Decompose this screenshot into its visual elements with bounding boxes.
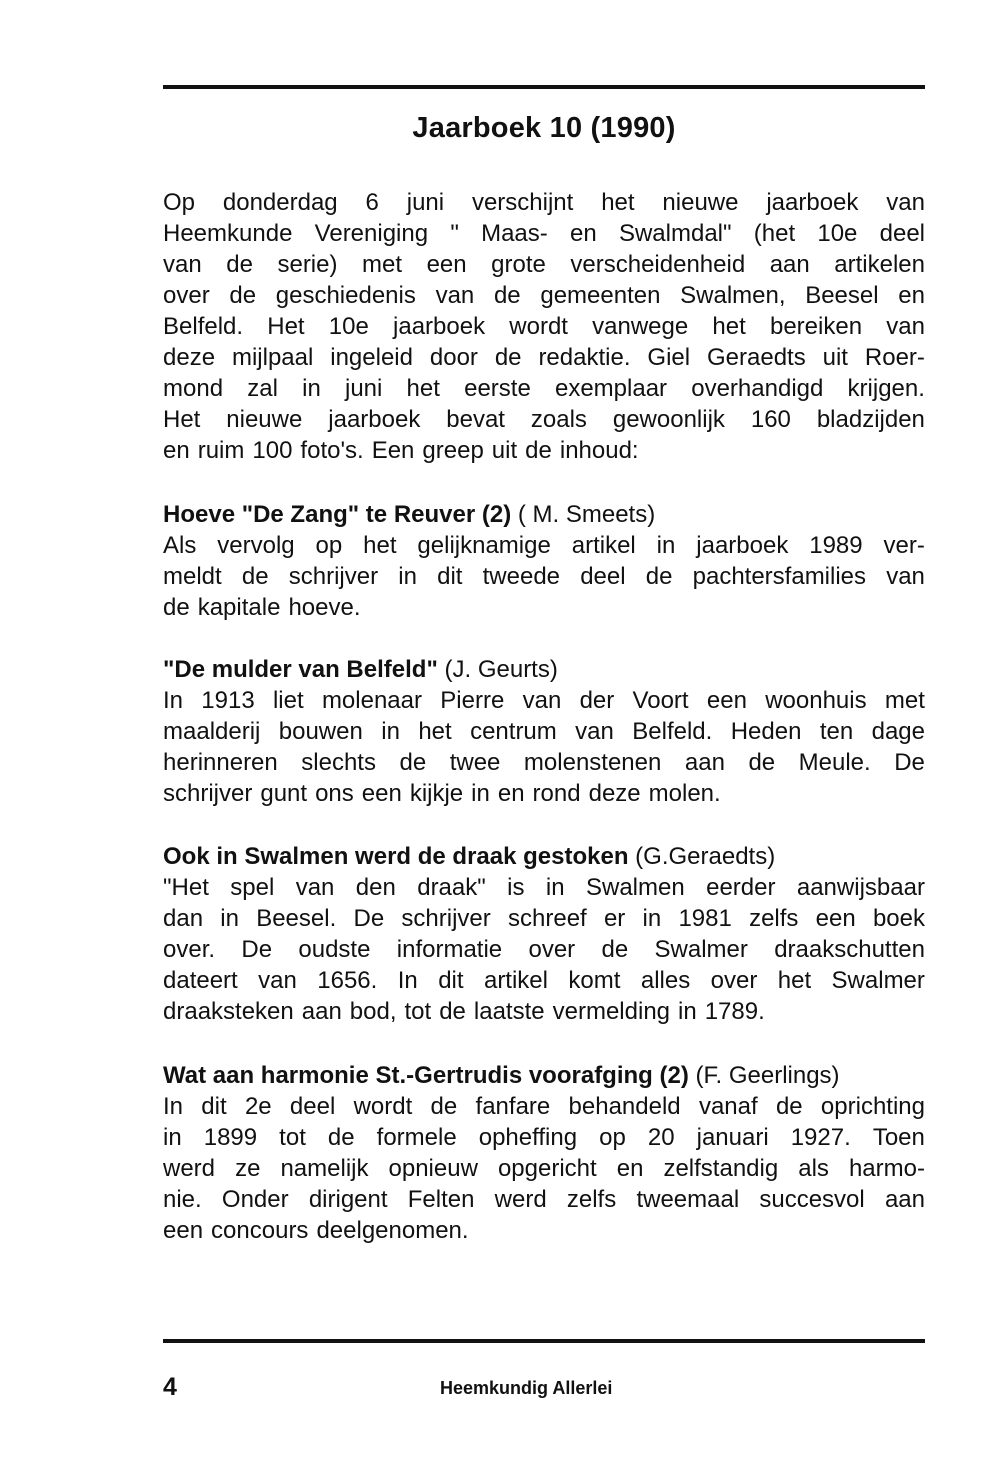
- word: over: [710, 967, 758, 994]
- word: een: [815, 905, 856, 932]
- word: (het: [753, 220, 796, 247]
- word: hoeve.: [288, 594, 361, 621]
- word: op: [315, 532, 343, 559]
- word: oprichting: [820, 1093, 925, 1120]
- word: Belfeld.: [163, 313, 244, 340]
- word: spel: [230, 874, 275, 901]
- text-line: [163, 1184, 925, 1215]
- word: Swalmdal": [618, 220, 732, 247]
- word: Heemkunde: [163, 220, 293, 247]
- word: molenstenen: [523, 749, 662, 776]
- word: dan: [163, 905, 204, 932]
- word: de: [645, 563, 673, 590]
- word: nie.: [163, 1186, 202, 1213]
- text-line: [163, 1091, 925, 1122]
- word: in: [642, 905, 662, 932]
- word: meldt: [163, 563, 222, 590]
- word: bod,: [349, 998, 397, 1025]
- word: Meule.: [798, 749, 871, 776]
- word: harmo-: [848, 1155, 925, 1182]
- text-line: [163, 903, 925, 934]
- word: wordt: [509, 313, 568, 340]
- word: uit: [822, 344, 848, 371]
- word: tot: [279, 1124, 306, 1151]
- word: der: [579, 687, 615, 714]
- word: wordt: [353, 1093, 413, 1120]
- word: herinneren: [163, 749, 278, 776]
- word: Onder: [221, 1186, 289, 1213]
- text-line: [163, 934, 925, 965]
- word: Swalmen: [585, 874, 685, 901]
- word: door: [429, 344, 478, 371]
- word: behandeld: [568, 1093, 681, 1120]
- word: nieuwe: [226, 406, 303, 433]
- word: Swalmer: [831, 967, 925, 994]
- word: vanaf: [698, 1093, 758, 1120]
- word: bereiken: [769, 313, 863, 340]
- word: krijgen.: [847, 375, 925, 402]
- word: in: [678, 998, 697, 1025]
- word: redaktie.: [538, 344, 631, 371]
- word: werd: [494, 1186, 547, 1213]
- word: Swalmen,: [680, 282, 786, 309]
- word: vervolg: [217, 532, 295, 559]
- word: den: [355, 874, 396, 901]
- word: een: [706, 687, 747, 714]
- text-line: [163, 218, 925, 249]
- text-line: [163, 1215, 925, 1246]
- word: Beesel: [805, 282, 879, 309]
- word: 1656.: [317, 967, 378, 994]
- word: liet: [272, 687, 304, 714]
- word: in: [381, 718, 400, 745]
- text-line: [163, 561, 925, 592]
- word: grote: [491, 251, 546, 278]
- word: is: [507, 874, 525, 901]
- word: dateert: [163, 967, 238, 994]
- word: nieuwe: [662, 189, 739, 216]
- word: de: [525, 437, 552, 464]
- word: Swalmer: [654, 936, 748, 963]
- word: centrum: [470, 718, 557, 745]
- text-line: [163, 280, 925, 311]
- word: juni: [344, 375, 383, 402]
- word: dit: [437, 563, 463, 590]
- word: en: [497, 780, 525, 807]
- word: een: [426, 251, 467, 278]
- word: foto's.: [300, 437, 364, 464]
- word: exemplaar: [554, 375, 668, 402]
- word: Beesel.: [256, 905, 337, 932]
- word: 10e: [817, 220, 858, 247]
- word: in: [302, 375, 321, 402]
- word: in: [656, 532, 676, 559]
- word: ver-: [883, 532, 925, 559]
- word: 6: [365, 189, 379, 216]
- word: tot: [404, 998, 432, 1025]
- word: 2e: [244, 1093, 272, 1120]
- word: overhandigd: [691, 375, 824, 402]
- word: de: [430, 1093, 458, 1120]
- word: bevat: [446, 406, 505, 433]
- word: en: [570, 220, 597, 247]
- word: schrijver: [163, 780, 253, 807]
- word: bladzijden: [816, 406, 925, 433]
- word: Geraedts: [707, 344, 806, 371]
- word: zelfs: [749, 905, 799, 932]
- word: 10e: [328, 313, 369, 340]
- article-author: (G.Geraedts): [635, 843, 776, 870]
- word: uit: [491, 437, 518, 464]
- word: succesvol: [759, 1186, 865, 1213]
- word: Toen: [872, 1124, 925, 1151]
- word: eerder: [706, 874, 776, 901]
- word: serie): [277, 251, 338, 278]
- word: ze: [235, 1155, 261, 1182]
- word: met: [884, 687, 925, 714]
- article-author: ( M. Smeets): [517, 501, 656, 528]
- word: opgericht: [497, 1155, 597, 1182]
- word: ruim: [197, 437, 245, 464]
- word: jaarboek: [766, 189, 859, 216]
- word: deel: [289, 1093, 336, 1120]
- word: In: [397, 967, 418, 994]
- word: laatste: [473, 998, 545, 1025]
- word: bouwen: [278, 718, 363, 745]
- article-2: [163, 654, 925, 809]
- word: van: [258, 967, 297, 994]
- word: Roer-: [864, 344, 925, 371]
- word: Voort: [632, 687, 689, 714]
- text-line: [163, 1122, 925, 1153]
- word: mond: [163, 375, 224, 402]
- word: de: [226, 251, 253, 278]
- word: van: [886, 313, 925, 340]
- word: het: [777, 967, 812, 994]
- word: Heden: [730, 718, 802, 745]
- word: schrijver: [401, 905, 491, 932]
- word: het: [363, 532, 397, 559]
- word: ingeleid: [330, 344, 413, 371]
- word: aanwijsbaar: [796, 874, 925, 901]
- word: gunt: [260, 780, 308, 807]
- word: namelijk: [280, 1155, 369, 1182]
- word: op: [599, 1124, 626, 1151]
- word: de: [241, 563, 269, 590]
- bottom-rule: [163, 1339, 925, 1343]
- text-line: [163, 373, 925, 404]
- article-heading: "De mulder van Belfeld": [163, 656, 438, 683]
- word: in: [545, 874, 565, 901]
- word: deze: [588, 780, 641, 807]
- word: zelfs: [566, 1186, 617, 1213]
- intro-paragraph: [163, 187, 925, 466]
- word: donderdag: [222, 189, 338, 216]
- word: formele: [376, 1124, 457, 1151]
- word: draakschutten: [774, 936, 925, 963]
- word: komt: [568, 967, 621, 994]
- word: jaarboek: [328, 406, 421, 433]
- word: de: [494, 344, 522, 371]
- word: Vereniging: [314, 220, 429, 247]
- word: Maas-: [481, 220, 548, 247]
- word: Giel: [647, 344, 691, 371]
- word: juni: [406, 189, 445, 216]
- word: kapitale: [197, 594, 281, 621]
- word: over: [528, 936, 576, 963]
- word: deel: [879, 220, 925, 247]
- word: Het: [267, 313, 305, 340]
- word: artikelen: [834, 251, 925, 278]
- word: Belfeld.: [632, 718, 713, 745]
- word: maalderij: [163, 718, 261, 745]
- word: het: [418, 718, 452, 745]
- word: artikel: [571, 532, 636, 559]
- word: In: [163, 1093, 184, 1120]
- word: Het: [163, 406, 201, 433]
- word: over.: [163, 936, 216, 963]
- article-3: [163, 841, 925, 1027]
- word: in: [220, 905, 239, 932]
- word: fanfare: [475, 1093, 551, 1120]
- word: het: [406, 375, 440, 402]
- word: januari: [696, 1124, 769, 1151]
- word: werd: [163, 1155, 216, 1182]
- word: 1913: [201, 687, 255, 714]
- text-line: [163, 872, 925, 903]
- word: zoals: [530, 406, 587, 433]
- word: verschijnt: [471, 189, 574, 216]
- article-author: (F. Geerlings): [695, 1062, 840, 1089]
- word: twee: [449, 749, 501, 776]
- text-line: [163, 187, 925, 218]
- text-line: [163, 311, 925, 342]
- word: gemeenten: [540, 282, 661, 309]
- word: pachtersfamilies: [692, 563, 867, 590]
- word: 1927.: [790, 1124, 851, 1151]
- word: over: [163, 282, 210, 309]
- word: deze: [163, 344, 216, 371]
- word: 1899: [203, 1124, 258, 1151]
- text-line: [163, 716, 925, 747]
- word: met: [362, 251, 403, 278]
- word: 100: [252, 437, 293, 464]
- word: oudste: [298, 936, 371, 963]
- word: molenaar: [321, 687, 422, 714]
- word: geschiedenis: [275, 282, 416, 309]
- word: gelijknamige: [417, 532, 551, 559]
- word: artikel: [483, 967, 548, 994]
- word: de: [229, 282, 257, 309]
- text-line: [163, 435, 925, 466]
- article-heading-line: [163, 499, 925, 530]
- publication-name: Heemkundig Allerlei: [440, 1378, 613, 1398]
- text-line: [163, 996, 925, 1027]
- word: deelgenomen.: [316, 1217, 469, 1244]
- word: aan: [769, 251, 810, 278]
- article-heading-line: [163, 841, 925, 872]
- word: van: [435, 282, 475, 309]
- word: tweede: [482, 563, 561, 590]
- text-line: [163, 965, 925, 996]
- word: van: [886, 189, 925, 216]
- word: aan: [684, 749, 725, 776]
- word: dit: [201, 1093, 227, 1120]
- word: 20: [647, 1124, 675, 1151]
- word: eerste: [464, 375, 531, 402]
- word: van: [522, 687, 562, 714]
- word: aan: [884, 1186, 925, 1213]
- word: de: [748, 749, 776, 776]
- word: jaarboek: [393, 313, 486, 340]
- word: en: [898, 282, 925, 309]
- text-line: [163, 249, 925, 280]
- word: dit: [438, 967, 464, 994]
- word: in: [163, 1124, 182, 1151]
- word: Pierre: [440, 687, 505, 714]
- word: ons: [315, 780, 354, 807]
- text-line: [163, 342, 925, 373]
- text-line: [163, 685, 925, 716]
- word: er: [603, 905, 626, 932]
- word: het: [712, 313, 746, 340]
- word: woonhuis: [765, 687, 867, 714]
- word: boek: [872, 905, 925, 932]
- word: de: [601, 936, 629, 963]
- word: vermelding: [552, 998, 671, 1025]
- word: tweemaal: [636, 1186, 740, 1213]
- word: aan: [301, 998, 342, 1025]
- page-title: Jaarboek 10 (1990): [412, 112, 676, 144]
- word: greep: [422, 437, 484, 464]
- word: Felten: [407, 1186, 475, 1213]
- word: gewoonlijk: [612, 406, 725, 433]
- text-line: [163, 592, 925, 623]
- word: en: [616, 1155, 644, 1182]
- word: van: [163, 251, 202, 278]
- word: 160: [750, 406, 791, 433]
- article-heading-line: [163, 1060, 925, 1091]
- article-heading-line: [163, 654, 925, 685]
- word: Als: [163, 532, 197, 559]
- word: de: [163, 594, 190, 621]
- word: rond: [532, 780, 581, 807]
- word: zal: [247, 375, 278, 402]
- text-line: [163, 404, 925, 435]
- word: 1989: [809, 532, 863, 559]
- word: schrijver: [288, 563, 379, 590]
- word: Een: [371, 437, 415, 464]
- word: een: [163, 1217, 204, 1244]
- word: mijlpaal: [231, 344, 314, 371]
- word: de: [439, 998, 466, 1025]
- top-rule: [163, 85, 925, 89]
- word: schreef: [508, 905, 587, 932]
- word: in: [471, 780, 490, 807]
- word: 1789.: [704, 998, 765, 1025]
- article-author: (J. Geurts): [444, 656, 558, 683]
- word: 1981: [678, 905, 732, 932]
- word: de: [775, 1093, 803, 1120]
- page-number: 4: [163, 1373, 177, 1401]
- word: en: [163, 437, 190, 464]
- word: molen.: [648, 780, 721, 807]
- word: ten: [819, 718, 854, 745]
- word: "Het: [163, 874, 209, 901]
- word: Op: [163, 189, 196, 216]
- word: de: [399, 749, 427, 776]
- word: dirigent: [308, 1186, 388, 1213]
- text-line: [163, 1153, 925, 1184]
- article-4: [163, 1060, 925, 1246]
- word: De: [894, 749, 925, 776]
- word: als: [798, 1155, 829, 1182]
- word: een: [361, 780, 402, 807]
- word: zelfstandig: [663, 1155, 779, 1182]
- word: concours: [211, 1217, 309, 1244]
- word: de: [493, 282, 521, 309]
- text-line: [163, 747, 925, 778]
- word: vanwege: [592, 313, 689, 340]
- word: slechts: [301, 749, 376, 776]
- article-1: [163, 499, 925, 623]
- word: de: [327, 1124, 355, 1151]
- text-line: [163, 778, 925, 809]
- word: deel: [580, 563, 626, 590]
- word: informatie: [396, 936, 503, 963]
- article-heading: Wat aan harmonie St.-Gertrudis voorafging (2): [163, 1062, 689, 1089]
- word: opheffing: [478, 1124, 578, 1151]
- word: het: [601, 189, 635, 216]
- word: draak": [417, 874, 486, 901]
- word: inhoud:: [559, 437, 639, 464]
- word: van: [886, 563, 925, 590]
- article-heading: Ook in Swalmen werd de draak gestoken: [163, 843, 629, 870]
- word: jaarboek: [696, 532, 789, 559]
- word: van: [295, 874, 335, 901]
- word: van: [575, 718, 614, 745]
- word: De: [241, 936, 273, 963]
- word: draaksteken: [163, 998, 294, 1025]
- word: kijkje: [409, 780, 464, 807]
- word: dage: [871, 718, 925, 745]
- word: verscheidenheid: [570, 251, 746, 278]
- word: In: [163, 687, 184, 714]
- word: alles: [640, 967, 691, 994]
- word: opnieuw: [388, 1155, 478, 1182]
- article-heading: Hoeve "De Zang" te Reuver (2): [163, 501, 512, 528]
- word: ": [450, 220, 459, 247]
- text-line: [163, 530, 925, 561]
- word: De: [353, 905, 385, 932]
- word: in: [398, 563, 417, 590]
